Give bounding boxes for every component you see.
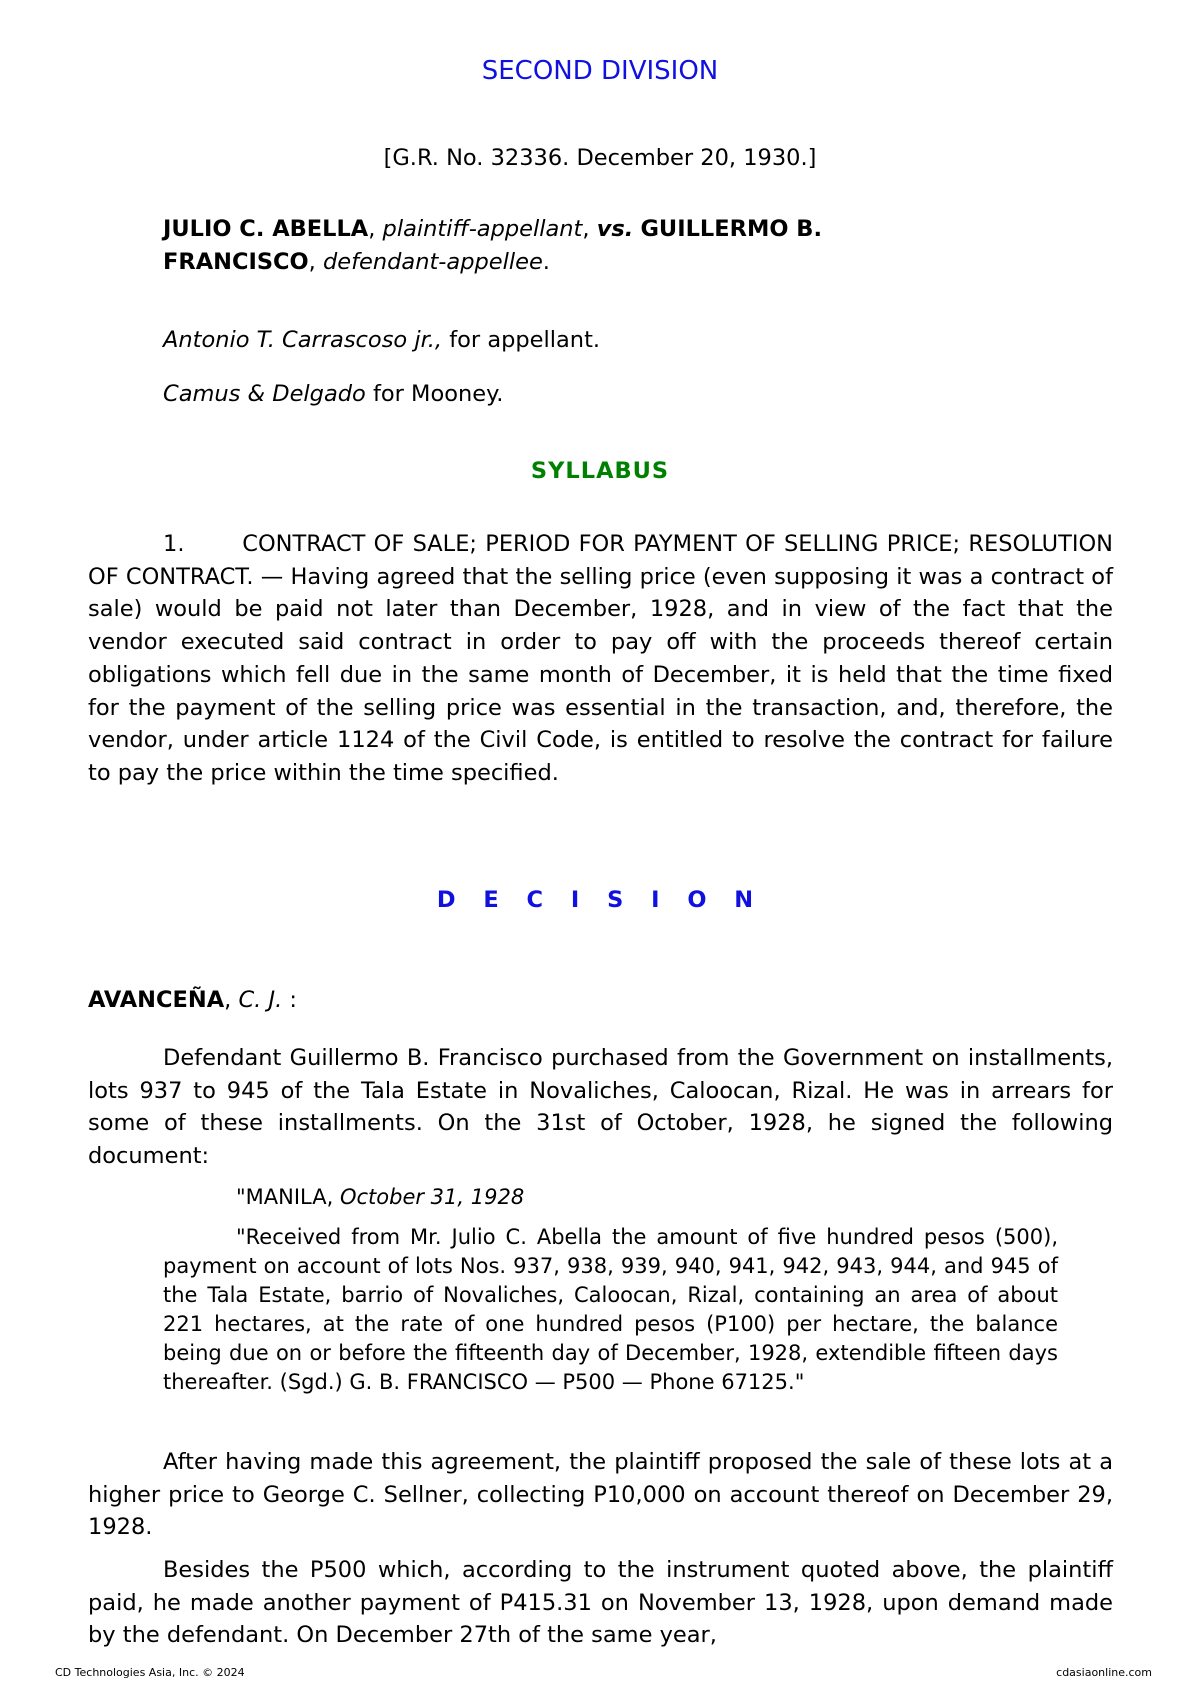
division-heading: SECOND DIVISION [481, 56, 719, 86]
counsel-name: Camus & Delgado [163, 381, 366, 407]
justice-name: AVANCEÑA [88, 987, 225, 1013]
plaintiff-name: JULIO C. ABELLA [163, 216, 369, 242]
counsel-appellant [163, 327, 600, 353]
defendant-role: defendant-appellee [322, 249, 543, 275]
plaintiff-role: plaintiff-appellant [382, 216, 583, 242]
decision-paragraph: After having made this agreement, the plaintiff proposed the sale of these lots at a higher price to George C. Sellner, collecting P10,000 on account thereof on December 29, 1928. [88, 1449, 1113, 1541]
counsel-role: for Mooney. [372, 381, 504, 407]
quoted-document: "Received from Mr. Julio C. Abella the amount of five hundred pesos (500), payment on account of lots Nos. 937, 938, 939, 940, 941, 942, 943, 944, and 945 of the Tala Estate, barrio of Novaliches, Caloocan, Rizal, containing an area of about 221 hectares, at the rate of one hundred pesos (P100) per hectare, the balance being due on or before the fifteenth day of December, 1928, extendible fifteen days thereafter. (Sgd.) G. B. FRANCISCO — P500 — Phone 67125." [163, 1225, 1058, 1394]
quote-date: October 31, 1928 [339, 1185, 525, 1209]
case-parties: JULIO C. ABELLA, plaintiff-appellant, vs. GUILLERMO B. FRANCISCO, defendant-appellee. [163, 216, 822, 275]
counsel-role: for appellant. [449, 327, 601, 353]
justice-title: C. J. [238, 987, 283, 1013]
syllabus-item: 1. CONTRACT OF SALE; PERIOD FOR PAYMENT OF SELLING PRICE; RESOLUTION OF CONTRACT. — Having agreed that the selling price (even supposing it was a contract of sale) would be paid not later than December, 1928, and in view of the fact that the vendor executed said contract in order to pay off with the proceeds thereof certain obligations which fell due in the same month of December, it is held that the time fixed for the payment of the selling price was essential in the transaction, and, therefore, the vendor, under article 1124 of the Civil Code, is entitled to resolve the contract for failure to pay the price within the time specified. [88, 531, 1113, 786]
decision-paragraph: Besides the P500 which, according to the instrument quoted above, the plaintiff paid, he made another payment of P415.31 on November 13, 1928, upon demand made by the defendant. On December 27th of the same year, [88, 1557, 1113, 1649]
ponente: AVANCEÑA, C. J. : [88, 987, 298, 1013]
counsel-appellee [163, 381, 503, 407]
footer-copyright: CD Technologies Asia, Inc. © 2024 [55, 1666, 245, 1679]
case-number: [G.R. No. 32336. December 20, 1930.] [383, 145, 817, 171]
versus: vs. [596, 216, 634, 242]
syllabus-heading: SYLLABUS [530, 458, 670, 484]
decision-paragraph: Defendant Guillermo B. Francisco purchased from the Government on installments, lots 937 to 945 of the Tala Estate in Novaliches, Caloocan, Rizal. He was in arrears for some of these installments. On the 31st of October, 1928, he signed the following document: [88, 1045, 1113, 1170]
defendant-name-line2: FRANCISCO [163, 249, 309, 275]
quote-heading [163, 1183, 1058, 1212]
decision-heading: D E C I S I O N [436, 887, 764, 913]
counsel-name: Antonio T. Carrascoso jr., [163, 327, 443, 353]
footer-website: cdasiaonline.com [1056, 1666, 1152, 1679]
defendant-name-line1: GUILLERMO B. [640, 216, 822, 242]
quote-place: "MANILA, [236, 1185, 334, 1209]
